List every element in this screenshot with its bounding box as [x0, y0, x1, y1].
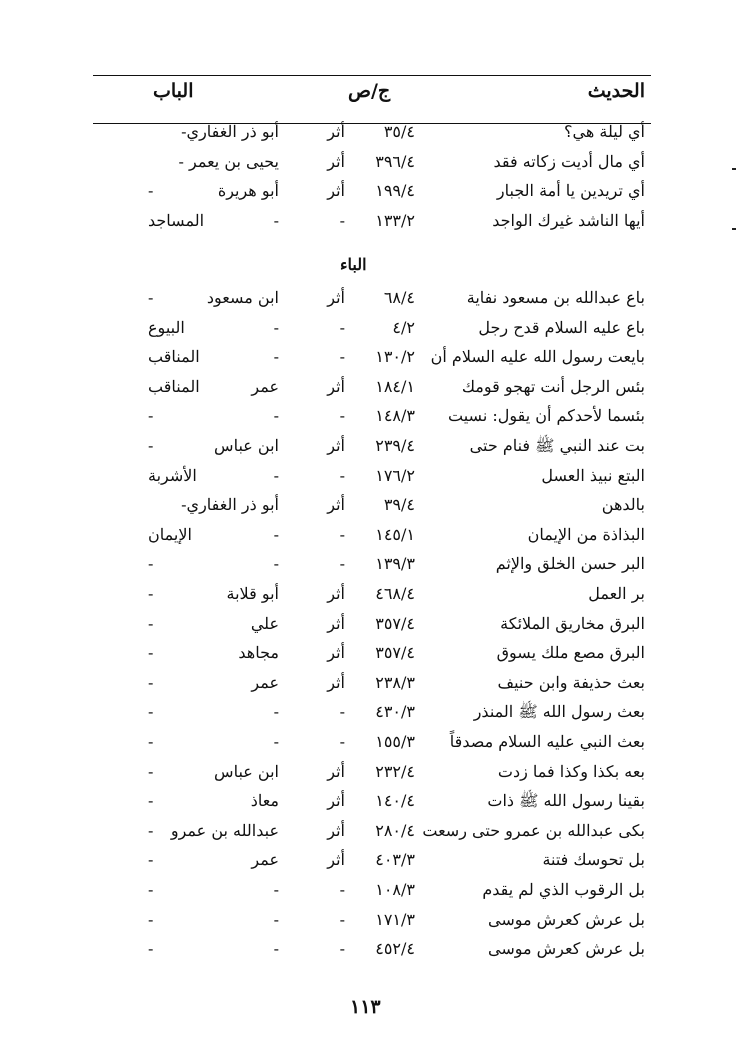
narrator: - — [273, 880, 279, 899]
entry-type: - — [339, 939, 345, 959]
hadith-text: باع عبدالله بن مسعود نفاية — [466, 288, 645, 307]
table-row — [0, 875, 737, 905]
volume-page-ref: ٢٨٠/٤ — [375, 820, 415, 840]
entry-type: أثر — [327, 643, 345, 663]
entry-type: أثر — [327, 761, 345, 781]
table-row — [0, 816, 737, 846]
table-row — [0, 668, 737, 698]
volume-page-ref: ١٤٠/٤ — [375, 791, 415, 811]
volume-page-ref: ٣٩٦/٤ — [375, 151, 415, 171]
table-row — [0, 609, 737, 639]
margin-mark — [732, 228, 736, 230]
hadith-text: بقينا رسول الله ﷺ ذات — [487, 791, 645, 811]
hadith-text: البذاذة من الإيمان — [527, 524, 645, 544]
entry-type: - — [339, 554, 345, 574]
entry-type: - — [339, 702, 345, 722]
narrator: - — [273, 702, 279, 722]
narrator: - — [273, 732, 279, 751]
volume-page-ref: ٤٥٢/٤ — [375, 939, 415, 959]
hadith-text: بعث حذيفة وابن حنيف — [497, 672, 645, 692]
entry-type: أثر — [327, 495, 345, 515]
entry-type: أثر — [327, 122, 345, 141]
hadith-text: أي ليلة هي؟ — [564, 122, 645, 141]
volume-page-ref: ٢٣٨/٣ — [375, 672, 415, 692]
narrator: معاذ — [250, 791, 279, 811]
hadith-text: باع عليه السلام قدح رجل — [478, 317, 645, 337]
entry-type: أثر — [327, 436, 345, 455]
hadith-text: أي تريدين يا أمة الجبار — [496, 181, 645, 200]
chapter-name: - — [148, 820, 154, 840]
entry-type: - — [339, 465, 345, 485]
hadith-text: أي مال أديت زكاته فقد — [493, 151, 645, 171]
entry-type: أثر — [327, 288, 345, 307]
table-row — [0, 905, 737, 935]
table-row — [0, 520, 737, 550]
narrator: - — [273, 554, 279, 574]
narrator: عمر — [251, 376, 279, 396]
entry-type: أثر — [327, 850, 345, 870]
narrator: ابن عباس — [214, 436, 279, 455]
hadith-text: أيها الناشد غيرك الواجد — [492, 210, 645, 230]
hadith-text: البرق مخاريق الملائكة — [500, 613, 645, 633]
chapter-name: - — [148, 554, 154, 574]
chapter-name: - — [148, 643, 154, 663]
chapter-name: - — [148, 672, 154, 692]
narrator: علي — [250, 613, 279, 633]
hadith-text: بكى عبدالله بن عمرو حتى رسعت — [422, 820, 645, 840]
table-row — [0, 786, 737, 816]
hadith-text: البرق مصع ملك يسوق — [496, 643, 645, 663]
entry-type: - — [339, 347, 345, 367]
narrator: ابن مسعود — [206, 288, 279, 307]
chapter-name: - — [148, 791, 154, 811]
entry-type: - — [339, 732, 345, 751]
hadith-text: بئس الرجل أنت تهجو قومك — [461, 376, 645, 396]
entry-type: - — [339, 909, 345, 929]
chapter-name: - — [148, 761, 154, 781]
entry-type: - — [339, 524, 345, 544]
chapter-name: الإيمان — [148, 524, 192, 544]
entry-type: أثر — [327, 672, 345, 692]
narrator: - — [273, 909, 279, 929]
chapter-name: المناقب — [148, 376, 200, 396]
entry-type: - — [339, 880, 345, 899]
entry-type: - — [339, 406, 345, 426]
table-row — [0, 206, 737, 236]
volume-page-ref: ١٤٨/٣ — [375, 406, 415, 426]
table-row — [0, 401, 737, 431]
volume-page-ref: ١٣٠/٢ — [375, 347, 415, 367]
hadith-text: بل تحوسك فتنة — [542, 850, 645, 870]
entry-type: - — [339, 210, 345, 230]
narrator: - — [273, 317, 279, 337]
entry-type: أثر — [327, 791, 345, 811]
entry-type: أثر — [327, 584, 345, 603]
volume-page-ref: ٤٦٨/٤ — [375, 584, 415, 603]
hadith-text: بر العمل — [588, 584, 645, 603]
table-row — [0, 934, 737, 964]
hadith-text: بت عند النبي ﷺ فنام حتى — [469, 436, 645, 455]
section-title-ba: الباء — [340, 255, 367, 274]
hadith-text: بعث النبي عليه السلام مصدقاً — [449, 732, 645, 751]
volume-page-ref: ٣٥٧/٤ — [375, 643, 415, 663]
chapter-name: - — [148, 939, 154, 959]
entry-type: - — [339, 317, 345, 337]
header-chapter: الباب — [153, 80, 194, 102]
narrator: عبدالله بن عمرو — [170, 820, 279, 840]
volume-page-ref: ٣٥/٤ — [383, 122, 415, 141]
entry-type: أثر — [327, 613, 345, 633]
table-row — [0, 431, 737, 461]
table-row — [0, 638, 737, 668]
hadith-text: بايعت رسول الله عليه السلام أن — [430, 347, 645, 367]
table-row — [0, 549, 737, 579]
chapter-name: - — [148, 181, 154, 200]
chapter-name: - — [148, 850, 154, 870]
table-row — [0, 283, 737, 313]
narrator: أبو قلابة — [226, 584, 279, 603]
hadith-text: بل عرش كعرش موسى — [487, 939, 645, 959]
table-row — [0, 313, 737, 343]
volume-page-ref: ٦٨/٤ — [383, 288, 415, 307]
volume-page-ref: ١٣٣/٢ — [375, 210, 415, 230]
volume-page-ref: ٢٣٩/٤ — [375, 436, 415, 455]
hadith-text: بالدهن — [601, 495, 645, 515]
hadith-text: بل الرقوب الذي لم يقدم — [482, 880, 645, 899]
volume-page-ref: ١٥٥/٣ — [375, 732, 415, 751]
narrator: - — [273, 347, 279, 367]
chapter-name: - — [148, 702, 154, 722]
table-row — [0, 176, 737, 206]
hadith-text: البر حسن الخلق والإثم — [495, 554, 645, 574]
hadith-text: البتع نبيذ العسل — [541, 465, 645, 485]
header-hadith: الحديث — [587, 80, 645, 102]
narrator: أبو ذر الغفاري- — [181, 495, 279, 515]
entry-type: أثر — [327, 820, 345, 840]
narrator: - — [273, 210, 279, 230]
chapter-name: - — [148, 436, 154, 455]
volume-page-ref: ١٧٦/٢ — [375, 465, 415, 485]
chapter-name: - — [148, 613, 154, 633]
volume-page-ref: ٢٣٢/٤ — [375, 761, 415, 781]
chapter-name: - — [148, 584, 154, 603]
volume-page-ref: ١٧١/٣ — [375, 909, 415, 929]
volume-page-ref: ١٤٥/١ — [375, 524, 415, 544]
narrator: عمر — [251, 850, 279, 870]
table-row — [0, 697, 737, 727]
hadith-text: بعه بكذا وكذا فما زدت — [497, 761, 645, 781]
volume-page-ref: ٣٩/٤ — [383, 495, 415, 515]
header-top-rule — [93, 75, 651, 76]
volume-page-ref: ٤/٢ — [392, 317, 415, 337]
narrator: مجاهد — [238, 643, 279, 663]
table-row — [0, 845, 737, 875]
header-volume-page: ج/ص — [348, 80, 391, 102]
narrator: - — [273, 524, 279, 544]
chapter-name: المساجد — [148, 210, 205, 230]
narrator: يحيى بن يعمر - — [178, 151, 279, 171]
narrator: أبو ذر الغفاري- — [181, 122, 279, 141]
table-row — [0, 117, 737, 147]
narrator: - — [273, 465, 279, 485]
chapter-name: - — [148, 909, 154, 929]
chapter-name: - — [148, 732, 154, 751]
volume-page-ref: ٣٥٧/٤ — [375, 613, 415, 633]
entry-type: أثر — [327, 181, 345, 200]
table-row — [0, 757, 737, 787]
table-row — [0, 727, 737, 757]
table-row — [0, 342, 737, 372]
table-row — [0, 579, 737, 609]
hadith-text: بل عرش كعرش موسى — [487, 909, 645, 929]
narrator: ابن عباس — [214, 761, 279, 781]
narrator: أبو هريرة — [217, 181, 279, 200]
volume-page-ref: ١٣٩/٣ — [375, 554, 415, 574]
entry-type: أثر — [327, 151, 345, 171]
table-row — [0, 461, 737, 491]
chapter-name: البيوع — [148, 317, 185, 337]
table-row — [0, 147, 737, 177]
hadith-text: بعث رسول الله ﷺ المنذر — [473, 702, 645, 722]
table-row — [0, 372, 737, 402]
narrator: عمر — [251, 672, 279, 692]
narrator: - — [273, 939, 279, 959]
volume-page-ref: ٤٠٣/٣ — [375, 850, 415, 870]
hadith-text: بئسما لأحدكم أن يقول: نسيت — [448, 406, 645, 426]
entry-type: أثر — [327, 376, 345, 396]
volume-page-ref: ١٠٨/٣ — [375, 880, 415, 899]
volume-page-ref: ٤٣٠/٣ — [375, 702, 415, 722]
chapter-name: - — [148, 406, 154, 426]
margin-mark — [732, 168, 736, 170]
table-row — [0, 490, 737, 520]
page-number: ١١٣ — [350, 996, 381, 1018]
chapter-name: الأشربة — [148, 465, 197, 485]
chapter-name: المناقب — [148, 347, 200, 367]
chapter-name: - — [148, 288, 154, 307]
volume-page-ref: ١٨٤/١ — [375, 376, 415, 396]
volume-page-ref: ١٩٩/٤ — [375, 181, 415, 200]
narrator: - — [273, 406, 279, 426]
chapter-name: - — [148, 880, 154, 899]
